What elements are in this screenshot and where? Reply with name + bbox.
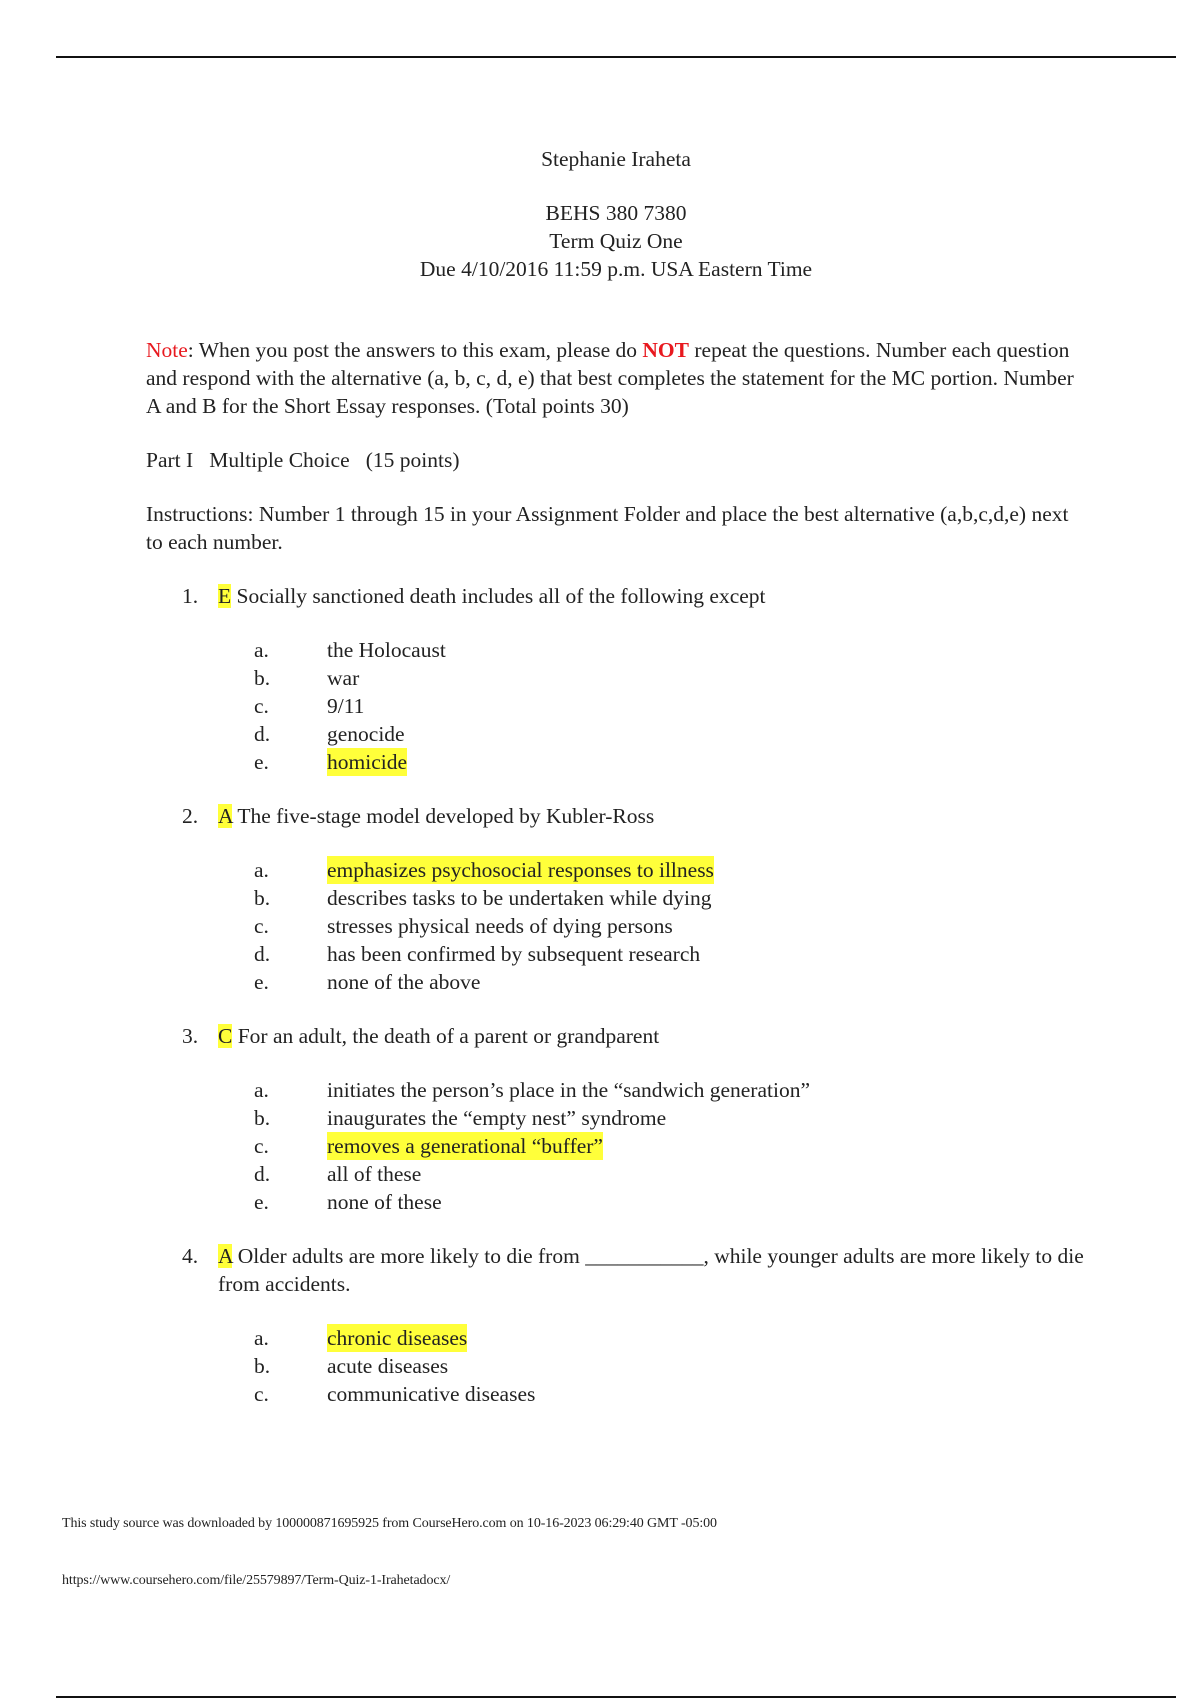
question-text xyxy=(218,1242,1086,1298)
student-name: Stephanie Iraheta xyxy=(541,147,691,171)
options-list xyxy=(254,1076,1086,1216)
note-label: Note xyxy=(146,338,188,362)
answer-highlight: A xyxy=(218,804,233,828)
option-letter: a. xyxy=(254,1078,269,1102)
question-stem: Socially sanctioned death includes all of the following except xyxy=(231,584,766,608)
top-rule xyxy=(56,56,1176,58)
option xyxy=(254,1132,1086,1160)
options-list xyxy=(254,636,1086,776)
option-letter: c. xyxy=(254,1134,269,1158)
options-list xyxy=(254,856,1086,996)
option-text: all of these xyxy=(327,1162,422,1186)
note-paragraph xyxy=(146,336,1086,420)
option xyxy=(254,968,1086,996)
option-text-correct: removes a generational “buffer” xyxy=(327,1134,603,1158)
option xyxy=(254,940,1086,968)
option xyxy=(254,884,1086,912)
option-text-correct: homicide xyxy=(327,750,408,774)
question-text xyxy=(218,802,1086,830)
answer-highlight: E xyxy=(218,584,232,608)
option-text: inaugurates the “empty nest” syndrome xyxy=(327,1106,667,1130)
option-letter: c. xyxy=(254,914,269,938)
note-text-1: : When you post the answers to this exam, please do xyxy=(187,338,643,362)
option-text: none of these xyxy=(327,1190,442,1214)
option-letter: b. xyxy=(254,886,271,910)
option-letter: e. xyxy=(254,1190,269,1214)
option xyxy=(254,748,1086,776)
option xyxy=(254,1188,1086,1216)
option xyxy=(254,1104,1086,1132)
course-code: BEHS 380 7380 xyxy=(545,201,687,225)
option-letter: b. xyxy=(254,1106,271,1130)
option xyxy=(254,664,1086,692)
question-1 xyxy=(146,582,1086,776)
option xyxy=(254,1076,1086,1104)
question-stem: For an adult, the death of a parent or grandparent xyxy=(232,1024,660,1048)
option-text: none of the above xyxy=(327,970,481,994)
option-text: communicative diseases xyxy=(327,1382,536,1406)
option-text-correct: chronic diseases xyxy=(327,1326,468,1350)
option-letter: c. xyxy=(254,1382,269,1406)
option xyxy=(254,856,1086,884)
option-letter: a. xyxy=(254,1326,269,1350)
option xyxy=(254,1380,1086,1408)
option xyxy=(254,1324,1086,1352)
option xyxy=(254,692,1086,720)
due-date: Due 4/10/2016 11:59 p.m. USA Eastern Time xyxy=(419,257,813,281)
option-text: describes tasks to be undertaken while dying xyxy=(327,886,712,910)
option-letter: d. xyxy=(254,722,271,746)
option-text-correct: emphasizes psychosocial responses to illness xyxy=(327,858,714,882)
source-url-link[interactable]: https://www.coursehero.com/file/25579897/Term-Quiz-1-Irahetadocx/ xyxy=(62,1573,451,1588)
question-number: 2. xyxy=(182,804,199,828)
question-number: 1. xyxy=(182,584,199,608)
option-letter: e. xyxy=(254,970,269,994)
answer-highlight: C xyxy=(218,1024,233,1048)
option-text: stresses physical needs of dying persons xyxy=(327,914,673,938)
download-notice: This study source was downloaded by 100000871695925 from CourseHero.com on 10-16-2023 06:29:40 GMT -05:00 xyxy=(62,1516,717,1531)
option xyxy=(254,912,1086,940)
quiz-title: Term Quiz One xyxy=(549,229,683,253)
bottom-rule xyxy=(56,1696,1176,1698)
option xyxy=(254,636,1086,664)
question-4 xyxy=(146,1242,1086,1408)
option-text: acute diseases xyxy=(327,1354,449,1378)
option-letter: b. xyxy=(254,1354,271,1378)
option-letter: d. xyxy=(254,1162,271,1186)
option-letter: a. xyxy=(254,638,269,662)
question-stem: The five-stage model developed by Kubler-Ross xyxy=(232,804,655,828)
option-letter: b. xyxy=(254,666,271,690)
option-text: the Holocaust xyxy=(327,638,446,662)
document-body xyxy=(146,145,1086,1408)
question-text xyxy=(218,582,1086,610)
note-text-2: repeat the questions. Number each question and respond with the alternative (a, b, c, d, e) that best completes the statement for the MC portion. Number A and B for the Short Essay responses. (Total points 30) xyxy=(146,338,1074,418)
option-text: has been confirmed by subsequent research xyxy=(327,942,701,966)
option xyxy=(254,720,1086,748)
question-2 xyxy=(146,802,1086,996)
question-number: 4. xyxy=(182,1244,199,1268)
option-letter: d. xyxy=(254,942,271,966)
option-text: war xyxy=(327,666,360,690)
question-stem: Older adults are more likely to die from ___________, while younger adults are more likely to die from accidents. xyxy=(218,1244,1084,1296)
options-list xyxy=(254,1324,1086,1408)
part-heading: Part I Multiple Choice (15 points) xyxy=(146,448,460,472)
option-letter: e. xyxy=(254,750,269,774)
question-3 xyxy=(146,1022,1086,1216)
option-letter: c. xyxy=(254,694,269,718)
option xyxy=(254,1352,1086,1380)
instructions: Instructions: Number 1 through 15 in your Assignment Folder and place the best alternative (a,b,c,d,e) next to each number. xyxy=(146,502,1069,554)
option-letter: a. xyxy=(254,858,269,882)
note-emphasis: NOT xyxy=(642,338,689,362)
option-text: genocide xyxy=(327,722,405,746)
answer-highlight: A xyxy=(218,1244,233,1268)
option-text: 9/11 xyxy=(327,694,365,718)
question-number: 3. xyxy=(182,1024,199,1048)
question-text xyxy=(218,1022,1086,1050)
option-text: initiates the person’s place in the “sandwich generation” xyxy=(327,1078,810,1102)
option xyxy=(254,1160,1086,1188)
